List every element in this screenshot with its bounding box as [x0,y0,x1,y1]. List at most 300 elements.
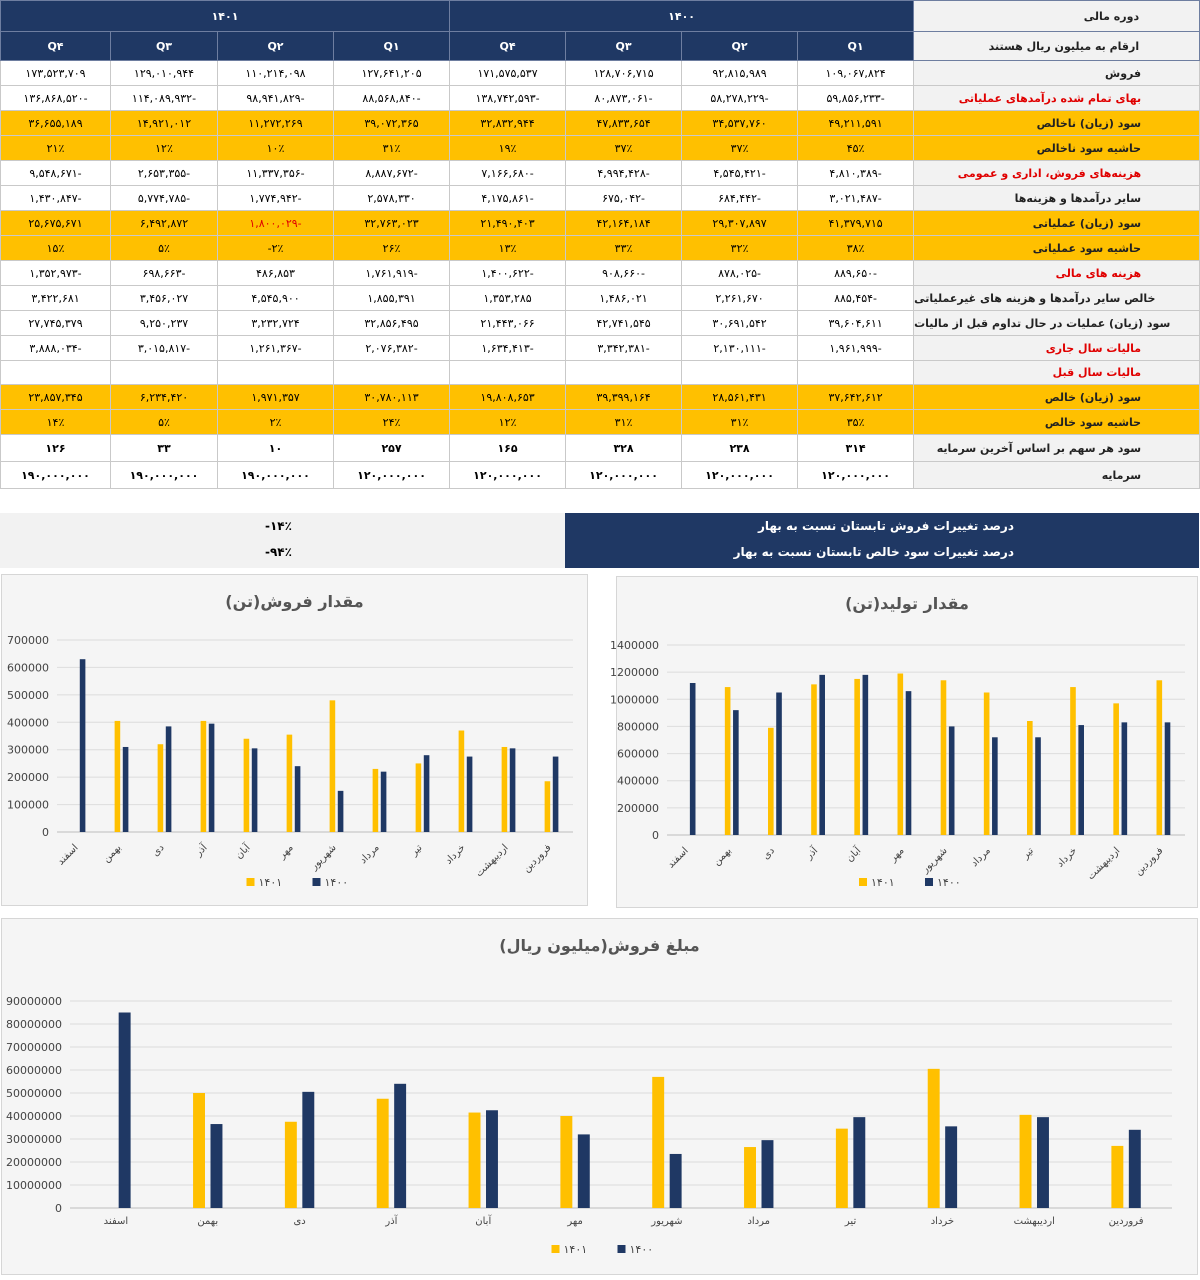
x-category-label: شهریور [919,845,950,876]
table-cell: ۸۷۸,۰۲۵- [682,261,798,286]
table-cell: ۳۴,۵۳۷,۷۶۰ [682,111,798,136]
bar-1400 [209,724,215,832]
table-cell: ۴,۱۷۵,۸۶۱- [450,186,566,211]
table-cell: ۱۷۳,۵۲۳,۷۰۹ [1,61,111,86]
quarter-header: Q۴ [1,32,111,61]
x-category-label: خرداد [443,842,468,867]
x-category-label: آبان [844,845,864,865]
x-category-label: مهر [276,842,296,862]
table-cell: ۳۱۴ [798,435,914,462]
table-cell: ۳۳ [111,435,218,462]
table-cell: ۹,۵۴۸,۶۷۱- [1,161,111,186]
x-category-label: تیر [844,1216,857,1227]
y-tick-label: 500000 [7,688,49,702]
table-cell: ۱۰۹,۰۶۷,۸۲۴ [798,61,914,86]
quarter-header: Q۲ [682,32,798,61]
y-tick-label: 300000 [7,743,49,757]
bar-1401 [115,721,121,832]
table-cell: ۳۷٪ [682,136,798,161]
row-label: بهای تمام شده درآمدهای عملیاتی [914,86,1200,111]
x-category-label: دی [293,1216,306,1227]
table-cell: ۳,۰۲۱,۴۸۷- [798,186,914,211]
sales-change-value: -۱۴٪ [265,519,292,533]
table-cell: ۳,۲۳۲,۷۲۴ [218,311,334,336]
table-cell: ۲۶٪ [334,236,450,261]
bar-1400 [119,1013,131,1209]
table-cell: ۳۰,۶۹۱,۵۴۲ [682,311,798,336]
bar-1400 [211,1124,223,1208]
table-cell: ۱,۴۰۰,۶۲۲- [450,261,566,286]
table-cell: ۴,۸۱۰,۳۸۹- [798,161,914,186]
x-category-label: تیر [1020,845,1037,862]
bar-1401 [1027,721,1033,835]
table-cell: ۱۷۱,۵۷۵,۵۳۷ [450,61,566,86]
x-category-label: فروردین [1133,845,1166,878]
table-cell: ۱۶۵ [450,435,566,462]
year-1401-header: ۱۴۰۱ [1,1,450,32]
table-cell: ۱۰ [218,435,334,462]
y-tick-label: 70000000 [6,1041,62,1054]
y-tick-label: 200000 [617,801,659,815]
sales-amount-chart-panel [1,918,1198,1275]
table-cell: ۱۴٪ [1,410,111,435]
table-cell: ۱۲۰,۰۰۰,۰۰۰ [566,462,682,489]
year-1400-header: ۱۴۰۰ [450,1,914,32]
bar-1401 [1113,703,1119,835]
bar-1401 [560,1116,572,1208]
legend-label: ۱۴۰۰ [937,876,961,889]
y-tick-label: 60000000 [6,1064,62,1077]
bar-1401 [725,687,731,835]
table-cell: ۳۷٪ [566,136,682,161]
bar-1401 [1070,687,1076,835]
legend-swatch [859,878,867,886]
x-category-label: بهمن [197,1216,219,1227]
bar-1400 [776,693,782,836]
bar-1401 [377,1099,389,1208]
table-row [1,462,1200,489]
bar-1400 [252,748,258,832]
table-cell: ۱۲۹,۰۱۰,۹۴۴ [111,61,218,86]
bar-1400 [338,791,344,832]
legend-label: ۱۴۰۰ [629,1243,654,1256]
table-cell: ۲۸,۵۶۱,۴۳۱ [682,385,798,410]
table-cell: ۵٪ [111,236,218,261]
table-cell: ۳,۴۲۲,۶۸۱ [1,286,111,311]
bar-1401 [652,1077,664,1208]
bar-1401 [416,763,422,832]
y-tick-label: 100000 [7,798,49,812]
y-tick-label: 40000000 [6,1110,62,1123]
table-cell: ۵۹,۸۵۶,۲۳۳- [798,86,914,111]
bar-1400 [906,691,912,835]
production-chart-panel [610,576,1198,908]
y-tick-label: 1200000 [610,666,659,680]
bar-1400 [1037,1117,1049,1208]
x-category-label: دی [760,845,778,862]
bar-1400 [863,675,869,835]
quarter-header: Q۱ [798,32,914,61]
table-cell: ۲٪ [218,410,334,435]
table-cell: ۳,۸۸۸,۰۳۴- [1,336,111,361]
table-cell: ۱,۳۵۳,۲۸۵ [450,286,566,311]
table-cell: ۱,۹۷۱,۳۵۷ [218,385,334,410]
table-row [1,336,1200,361]
table-cell: ۱۱,۲۷۲,۲۶۹ [218,111,334,136]
sales-quantity-chart-panel [1,574,588,906]
x-category-label: آبان [233,842,253,862]
row-label: سود (زیان) خالص [914,385,1200,410]
table-cell: ۳۹,۶۰۴,۶۱۱ [798,311,914,336]
x-category-label: اسفند [103,1216,129,1227]
table-cell: ۱۲٪ [111,136,218,161]
table-cell: ۶۸۴,۴۴۲- [682,186,798,211]
x-category-label: شهریور [651,1216,683,1227]
table-cell: ۳۱٪ [566,410,682,435]
bar-1401 [854,679,860,835]
row-label: سایر درآمدها و هزینه‌ها [914,186,1200,211]
y-tick-label: 0 [652,829,659,842]
bar-1400 [1035,737,1041,835]
table-cell: ۸۰,۸۷۳,۰۶۱- [566,86,682,111]
table-cell [334,361,450,385]
x-category-label: خرداد [1054,845,1080,870]
table-cell: ۹۸,۹۴۱,۸۲۹- [218,86,334,111]
table-cell: ۲,۵۷۸,۳۳۰ [334,186,450,211]
x-category-label: اردیبهشت [1013,1216,1055,1227]
table-cell: ۱,۲۶۱,۳۶۷- [218,336,334,361]
table-cell: ۱۲۷,۶۴۱,۲۰۵ [334,61,450,86]
y-tick-label: 1000000 [610,693,659,707]
row-label: فروش [914,61,1200,86]
bar-1401 [373,769,379,832]
table-cell: ۱۱۰,۲۱۴,۰۹۸ [218,61,334,86]
table-cell: ۴,۵۴۵,۹۰۰ [218,286,334,311]
x-category-label: اسفند [55,842,81,868]
table-cell: ۳۳٪ [566,236,682,261]
legend-label: ۱۴۰۱ [871,876,895,889]
y-tick-label: 700000 [7,634,49,647]
legend-swatch [552,1245,560,1253]
header-row-quarters [1,32,1200,61]
table-cell: ۵٪ [111,410,218,435]
table-cell: -۲٪ [218,236,334,261]
x-category-label: فروردین [1108,1216,1144,1227]
summary-values [0,513,565,568]
table-row [1,61,1200,86]
row-label: سود (زیان) ناخالص [914,111,1200,136]
profit-change-value: -۹۴٪ [265,545,292,559]
bar-1400 [762,1140,774,1208]
table-cell: ۱۲۶ [1,435,111,462]
x-category-label: مرداد [747,1216,771,1227]
sales-amount-chart [2,919,1197,1274]
x-category-label: خرداد [930,1216,955,1227]
quarter-header: Q۳ [566,32,682,61]
y-tick-label: 90000000 [6,995,62,1008]
table-row [1,186,1200,211]
table-cell: ۱,۸۵۵,۳۹۱ [334,286,450,311]
bar-1400 [853,1117,865,1208]
legend-label: ۱۴۰۱ [563,1243,588,1256]
bar-1400 [80,659,86,832]
table-cell: ۳,۴۵۶,۰۲۷ [111,286,218,311]
bar-1400 [1078,725,1084,835]
bar-1401 [244,739,250,832]
table-cell: ۱,۴۸۶,۰۲۱ [566,286,682,311]
table-cell: ۲۳,۸۵۷,۳۴۵ [1,385,111,410]
table-row [1,236,1200,261]
table-row [1,361,1200,385]
bar-1401 [330,700,336,832]
x-category-label: آذر [385,1216,398,1227]
table-cell: ۱,۹۶۱,۹۹۹- [798,336,914,361]
table-cell: ۱۱۴,۰۸۹,۹۳۲- [111,86,218,111]
table-cell [682,361,798,385]
table-cell: ۲,۱۳۰,۱۱۱- [682,336,798,361]
table-cell: ۳۰,۷۸۰,۱۱۳ [334,385,450,410]
table-cell [1,361,111,385]
production-chart [610,577,1197,907]
x-category-label: فروردین [521,842,554,875]
x-category-label: مهر [567,1216,583,1227]
sales-quantity-chart [2,575,587,905]
table-cell: ۲,۶۵۳,۳۵۵- [111,161,218,186]
x-category-label: اسفند [665,845,691,871]
row-label: سود هر سهم بر اساس آخرین سرمایه [914,435,1200,462]
table-cell: ۲۹,۳۰۷,۸۹۷ [682,211,798,236]
table-cell: ۱۹٪ [450,136,566,161]
table-cell: ۹۰۸,۶۶۰- [566,261,682,286]
table-cell: ۱۳٪ [450,236,566,261]
table-cell: ۱,۴۳۰,۸۴۷- [1,186,111,211]
row-label: هزینه‌های فروش، اداری و عمومی [914,161,1200,186]
table-cell: ۸۸۵,۴۵۴- [798,286,914,311]
bar-1400 [992,737,998,835]
table-cell: ۱,۷۷۴,۹۴۲- [218,186,334,211]
bar-1401 [928,1069,940,1208]
y-tick-label: 600000 [7,661,49,675]
row-label: سرمایه [914,462,1200,489]
table-cell: ۳,۰۱۵,۸۱۷- [111,336,218,361]
table-cell: ۴۵٪ [798,136,914,161]
y-tick-label: 20000000 [6,1156,62,1169]
table-cell: ۵,۷۷۴,۷۸۵- [111,186,218,211]
bar-1400 [123,747,129,832]
table-cell: ۱,۸۰۰,۰۲۹- [218,211,334,236]
bar-1401 [836,1129,848,1208]
bar-1401 [459,731,465,832]
table-cell: ۶۷۵,۰۴۲- [566,186,682,211]
row-label: حاشیه سود عملیاتی [914,236,1200,261]
y-tick-label: 30000000 [6,1133,62,1146]
x-category-label: دی [150,842,167,859]
bar-1400 [578,1134,590,1208]
bar-1401 [898,674,904,836]
table-cell: ۱۹۰,۰۰۰,۰۰۰ [111,462,218,489]
table-cell: ۴۷,۸۳۳,۶۵۴ [566,111,682,136]
table-cell: ۱۲۰,۰۰۰,۰۰۰ [334,462,450,489]
bar-1400 [1129,1130,1141,1208]
table-cell: ۱۳۶,۸۶۸,۵۲۰- [1,86,111,111]
row-label: سود (زیان) عملیاتی [914,211,1200,236]
y-tick-label: 0 [55,1202,62,1215]
y-tick-label: 10000000 [6,1179,62,1192]
row-label: مالیات سال قبل [914,361,1200,385]
bar-1400 [394,1084,406,1208]
bar-1401 [193,1093,205,1208]
table-cell: ۲,۲۶۱,۶۷۰ [682,286,798,311]
table-cell: ۲۱,۴۴۳,۰۶۶ [450,311,566,336]
x-category-label: بهمن [101,842,124,865]
table-cell: ۳۶,۶۵۵,۱۸۹ [1,111,111,136]
table-cell: ۹,۲۵۰,۲۳۷ [111,311,218,336]
table-cell: ۶۹۸,۶۶۳- [111,261,218,286]
x-category-label: اردیبهشت [1085,845,1123,883]
table-cell: ۴۱,۳۷۹,۷۱۵ [798,211,914,236]
table-cell: ۳۹,۳۹۹,۱۶۴ [566,385,682,410]
table-cell [111,361,218,385]
bar-1400 [486,1110,498,1208]
table-cell: ۳۵٪ [798,410,914,435]
table-cell: ۱۲۰,۰۰۰,۰۰۰ [682,462,798,489]
table-row [1,385,1200,410]
table-cell: ۷,۱۶۶,۶۸۰- [450,161,566,186]
row-label: هزینه های مالی [914,261,1200,286]
table-cell [798,361,914,385]
legend-swatch [925,878,933,886]
bar-1400 [510,748,516,832]
table-row [1,286,1200,311]
table-cell: ۲۵,۶۷۵,۶۷۱ [1,211,111,236]
sales-change-label: درصد تغییرات فروش تابستان نسبت به بهار [757,519,1014,533]
y-tick-label: 400000 [617,774,659,788]
bar-1401 [201,721,207,832]
bar-1400 [945,1126,957,1208]
table-cell: ۱,۷۶۱,۹۱۹- [334,261,450,286]
bar-1400 [424,755,430,832]
table-cell: ۱۹,۸۰۸,۶۵۳ [450,385,566,410]
table-row [1,211,1200,236]
period-label: دوره مالی [914,1,1200,32]
table-cell: ۸۸۹,۶۵۰- [798,261,914,286]
bar-1401 [469,1113,481,1208]
financial-table [0,0,1200,489]
table-cell: ۱۴,۹۲۱,۰۱۲ [111,111,218,136]
table-cell: ۴۲,۷۴۱,۵۴۵ [566,311,682,336]
x-category-label: آذر [803,845,821,862]
x-category-label: آبان [475,1216,492,1227]
table-cell: ۹۲,۸۱۵,۹۸۹ [682,61,798,86]
table-cell: ۳۲۸ [566,435,682,462]
y-tick-label: 600000 [617,747,659,761]
bar-1400 [302,1092,314,1208]
bar-1401 [984,693,990,836]
chart-title: مقدار تولید(تن) [845,594,969,613]
x-category-label: شهریور [308,842,339,873]
legend-label: ۱۴۰۰ [324,876,349,889]
y-tick-label: 1400000 [610,639,659,652]
summary-labels [565,513,1199,568]
bar-1401 [811,684,817,835]
table-cell: ۳۲,۸۵۶,۴۹۵ [334,311,450,336]
bar-1400 [295,766,301,832]
table-cell: ۲,۰۷۶,۳۸۲- [334,336,450,361]
table-cell: ۳۲,۸۳۲,۹۴۴ [450,111,566,136]
quarter-header: Q۱ [334,32,450,61]
bar-1400 [467,757,473,832]
table-cell [218,361,334,385]
table-cell: ۳۲٪ [682,236,798,261]
bar-1400 [1165,722,1171,835]
table-cell: ۲۷,۷۴۵,۳۷۹ [1,311,111,336]
table-cell: ۴۲,۱۶۴,۱۸۴ [566,211,682,236]
table-row [1,410,1200,435]
bar-1401 [285,1122,297,1208]
bar-1400 [166,726,172,832]
table-cell: ۳۱٪ [334,136,450,161]
table-cell [566,361,682,385]
y-tick-label: 0 [42,826,49,839]
x-category-label: آذر [193,842,210,859]
quarter-header: Q۲ [218,32,334,61]
table-cell: ۲۱,۴۹۰,۴۰۳ [450,211,566,236]
y-tick-label: 400000 [7,716,49,730]
x-category-label: مرداد [357,842,382,867]
quarter-header: Q۳ [111,32,218,61]
bar-1400 [553,757,559,832]
table-cell: ۱۵٪ [1,236,111,261]
bar-1400 [690,683,696,835]
table-row [1,161,1200,186]
table-row [1,435,1200,462]
table-cell [450,361,566,385]
legend-swatch [247,878,255,886]
table-cell: ۳۹,۰۷۲,۳۶۵ [334,111,450,136]
y-tick-label: 80000000 [6,1018,62,1031]
table-cell: ۳۲,۷۶۳,۰۲۳ [334,211,450,236]
table-cell: ۲۴٪ [334,410,450,435]
table-row [1,136,1200,161]
bar-1401 [502,747,508,832]
bar-1401 [941,680,947,835]
table-row [1,111,1200,136]
bar-1401 [545,781,551,832]
y-tick-label: 50000000 [6,1087,62,1100]
bar-1400 [949,726,955,835]
table-cell: ۲۵۷ [334,435,450,462]
x-category-label: بهمن [711,845,734,868]
table-row [1,86,1200,111]
summary-band [0,513,1199,568]
y-tick-label: 200000 [7,771,49,785]
table-cell: ۶,۴۹۲,۸۷۲ [111,211,218,236]
bar-1400 [819,675,825,835]
row-label: خالص سایر درآمدها و هزینه های غیرعملیاتی [914,286,1200,311]
bar-1400 [733,710,739,835]
table-row [1,261,1200,286]
table-cell: ۱,۳۵۲,۹۷۳- [1,261,111,286]
y-tick-label: 800000 [617,720,659,734]
bar-1401 [1111,1146,1123,1208]
bar-1400 [1122,722,1128,835]
row-label: حاشیه سود خالص [914,410,1200,435]
table-row [1,311,1200,336]
table-cell: ۶,۲۳۴,۴۲۰ [111,385,218,410]
bar-1401 [158,744,164,832]
bar-1400 [670,1154,682,1208]
table-cell: ۱,۶۳۴,۴۱۳- [450,336,566,361]
